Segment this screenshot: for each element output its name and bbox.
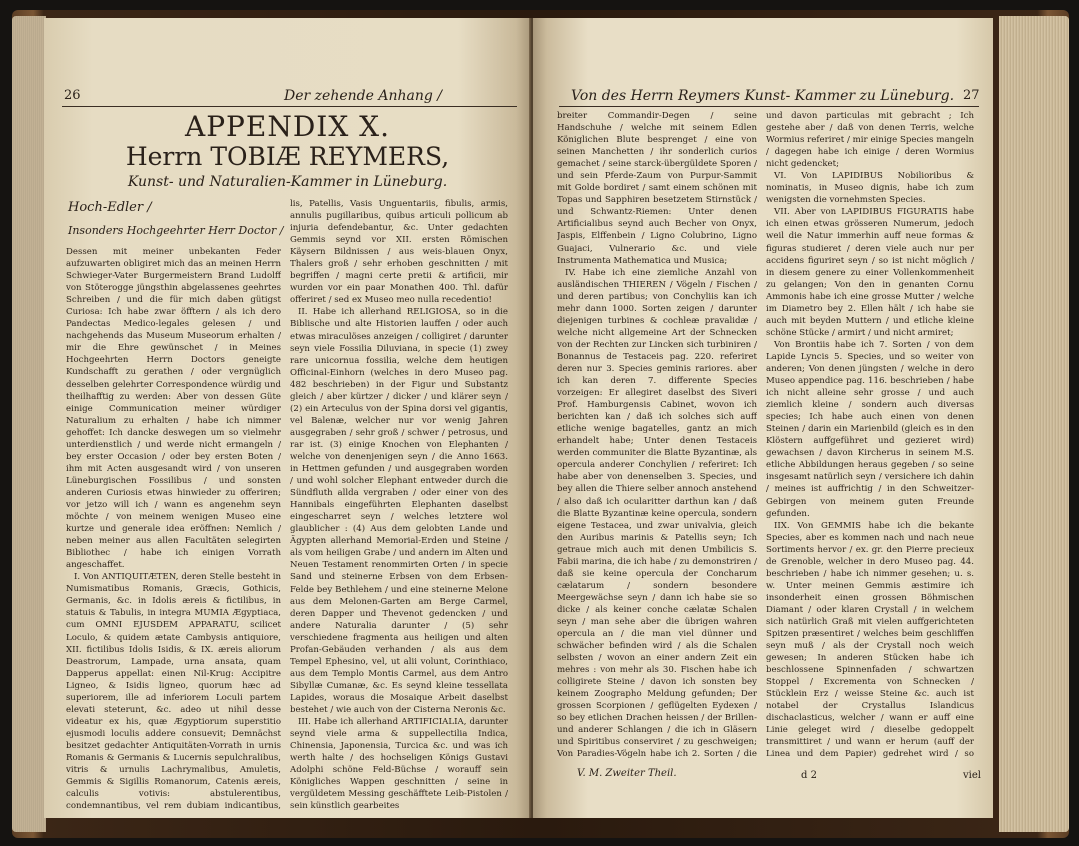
- left-page: [44, 18, 531, 818]
- appendix-title: APPENDIX X.: [184, 110, 391, 143]
- paragraph: I. Von ANTIQUITÆTEN, deren Stelle besteht in Numismatibus Romanis, Græcis, Gothicis, Germanis, &c. in Idolis æreis & fictilibus, in statuis & Tabulis, in integra MUMIA Ægyptiaca, cum OMNI EJUSDEM APPARATU, scilicet Loculo, & quidem ætate Cambysis antiquiore, XII. fictilibus Idolis Isidis, & IX. æreis aliorum Deastrorum, Lampade, urna ansata, quam Dapperus appellat: einen Nil-Krug: Accipitre Ligneo, & Isidis ligneo, quorum hæc ad superiorem, ille ad inferiorem Loculi partem elevati steterunt, &c. adeo ut nihil desse videatur ex his, quæ Ægyptiorum superstitio ejusmodi loculis addere consuevit; Demnächst besitzet gedachter Antiquitäten-Vorrath in urnis Romanis & Germanis & Lucernis sepulchralibus, vitris & urnulis Lachrymalibus, Amuletis, Gemmis & Sigillis Romanorum, Catenis æreis, calculis votivis: abstulerentibus, condemnantibus, vel rem dubiam indicantibus,: [66, 572, 281, 812]
- salutation-2: Insonders Hochgeehrter Herr Doctor /: [68, 224, 284, 237]
- left-column-2: [290, 198, 508, 812]
- book: [12, 10, 1069, 838]
- page-edges-right: [999, 16, 1069, 832]
- salutation: Hoch-Edler /: [68, 200, 152, 215]
- paragraph: lis, Patellis, Vasis Unguentariis, fibulis, armis, annulis pugillaribus, quibus articuli pollicum ab injuria defendebantur, &c. Unter gedachten Gemmis seynd vor XII. ersten Römischen Käysern Bildnissen / aus weis-blauen Onyx, Thalers groß / sehr erhoben geschnitten / mit begriffen / magni certe pretii & artificii, mir wurden vor ein paar Monathen 400. Thl. dafür offeriret / sed ex Museo meo nulla recedentio!: [290, 199, 508, 306]
- running-head: Von des Herrn Reymers Kunst- Kammer zu Lüneburg.: [571, 88, 955, 104]
- paragraph: IIX. Von GEMMIS habe ich die bekante Species, aber es kommen nach und nach neue Sortiments hervor / ex. gr. den Pierre precieux de Grenoble, welcher in dero Museo pag. 44. beschrieben / habe ich nimmer gesehen; u. s. w. Unter meinen Gemmis æstimire ich insonderheit einen grossen Böhmischen Diamant / oder klaren Crystall / in welchem sich natürlich Graß mit vielen auffgerichteten Spitzen præsentiret / welches beim geschliffen seyn muß / als der Crystall noch weich gewesen; In anderen Stücken habe ich beschlossene Spinnenfaden / schwartzen Stoppel / Excrementa von Schnecken / Stücklein Erz / weisse Steine &c. auch ist notabel der Crystallus Islandicus dischaclasticus, welcher / wann er auff eine Linie geleget wird / dieselbe gedoppelt transmittiret / und wann er herum (auff der Linea und dem Papier) gedrehet wird / so: [766, 520, 974, 760]
- right-page: [533, 18, 993, 818]
- paragraph: Dessen mit meiner unbekanten Feder aufzuwarten obligiret mich das an meinen Herrn Schwieger-Vater Burgermeistern Brand Ludolff von Stöterogge jüngsthin abgelassenes geehrtes Schreiben / und die für mich daben gütigst Curiosa: Ich habe zwar öfftern / als ich dero Pandectas Medico-legales gelesen / und nachgehends das Museum Museorum erhalten / mir die Ehre gewünschet / in Meines Hochgeehrten Herrn Doctors geneigte Kundschafft zu gerathen / oder vergnüglich desselben gelehrter Correspondence würdig und theilhafftig zu werden: Aber von dessen Güte einige Communication meiner würdiger Naturalium zu erhalten / habe ich nimmer gehoffet: Ich dancke deswegen um so vielmehr unterdienstlich / und werde nicht ermangeln / bey erster Occasion / oder bey ersten Boten / ihm mit Acten ausgesandt wird / von unseren Lüneburgischen Fossilibus / und sonsten anderen Curiosis etwas hinwieder zu offeriren; vor jetzo will ich / wann es angenehm seyn möchte / von meinem wenigen Museo eine kurtze und generale idea eröffnen: Nemlich / neben meiner aus allen Facultäten selegirten Bibliothec / habe ich einigen Vorrath angeschaffet.: [66, 247, 281, 571]
- page-edges-left: [12, 16, 46, 832]
- paragraph: II. Habe ich allerhand RELIGIOSA, so in die Biblische und alte Historien lauffen / oder auch etwas miraculöses anzeigen / colligiret / darunter seyn viele Fossilia Diluviana, in specie (1) zwey rare unicornua fossilia, welche dem heutigen Officinal-Einhorn (welches in dero Museo pag. 482 beschrieben) in der Figur und Substantz gleich / aber kürtzer / dicker / und klärer seyn / (2) ein Arteculus von der Spina dorsi vel gigantis, vel Balenæ, welcher nur vor wenig Jahren ausgegraben / sehr groß / schwer / petrosus, und rar ist. (3) einige Knochen von Elephanten / welche von denenjenigen seyn / die Anno 1663. in Hettmen gefunden / und ausgegraben worden / und wohl solcher Elephant entweder durch die Sündfluth allda vergraben / oder einer von des Hannibals eingeführten Elephanten daselbst eingescharret seyn / welches letztere wol glaublicher : (4) Aus dem gelobten Lande und Ägypten allerhand Memorial-Erden und Steine / als vom heiligen Grabe / und andern im Alten und Neuen Testament renommirten Orten / in specie Sand und steinerne Erbsen von dem Erbsen-Felde bey Bethlehem / und eine steinerne Melone aus dem Melonen-Garten am Berge Carmel, deren Dapper und Thevenot gedencken / und andere Naturalia darunter / (5) sehr verschiedene fragmenta aus heiligen und alten Profan-Gebäuden verhanden / als aus dem Tempel Ephesino, vel, ut alii volunt, Corinthiaco, aus dem Templo Montis Carmel, aus dem Antro Sibyllæ Cumanæ, &c. Es seynd kleine tessellata Lapides, woraus die Mosaique Arbeit daselbst bestehet / wie auch von der Cisterna Neronis &c.: [290, 307, 508, 715]
- paragraph: IV. Habe ich eine ziemliche Anzahl von ausländischen THIEREN / Vögeln / Fischen / und deren partibus; von Conchyliis kan ich mehr dann 1000. Sorten zeigen / darunter diejenigen turbines & cochleæ pravalidæ / welche nicht allgemeine Art der Schnecken von der Rechten zur Lincken sich turbiniren / Bonannus de Testaceis pag. 220. referiret deren nur 3. Species geminis rariores. aber ich kan deren 7. differente Species vorzeigen: Er allegiret daselbst des Siveri Prof. Hamburgensis Cabinet, wovon ich berichten kan / daß ich solches sich auff etliche wenige bagatelles, gantz an mich erhandelt habe; Unter denen Testaceis werden communiter die Blatte Byzantinæ, als opercula anderer Conchylien / referiret: Ich habe aber von denenselben 3. Species, und bey allen die Thiere selber annoch anstehend / also daß ich ocularitter darthun kan / daß die Blatte Byzantinæ keine opercula, sondern eigene Testacea, und zwar univalvia, gleich den Auribus marinis & Patellis seyn; Ich getraue mich auch mit denen Umbilicis S. Fabii marina, die ich habe / zu demonstriren / daß sie keine opercula der Concharum cælatarum / sondern besondere Meergewächse seyn / dann ich habe sie so dicke / als keiner conche cælatæ Schalen seyn / man sehe aber die übrigen wahren opercula an / die man viel dünner und schwächer befinden wird / als die Schalen selbsten / wovon an einer andern Zeit ein mehres : von mehr als 30. Fischen habe ich colligirete Steine / davon ich sonsten bey keinem Zoographo Meldung gefunden; Der grossen Scorpionen / geflügelten Eydexen / so bey etlichen Drachen heissen / der Brillen- und anderer Schlangen / die ich in Gläsern und Spiritibus conserviret / zu geschweigen; Von Paradies-Vögeln habe ich 2. Sorten / die: [557, 267, 757, 760]
- running-head: Der zehende Anhang /: [284, 88, 442, 104]
- paragraph: breiter Commandir-Degen / seine Handschuhe / welche mit seinem Edlen Königlichen Blute besprenget / eine von seinen Manchetten / ihr sonderlich curios gemachet / seine starck-übergüldete Sporen / und sein Pferde-Zaum von Purpur-Sammit mit Golde bordiret / samt einem schönen mit Topas und Sapphiren besetzetem Stirnstück / und Schwantz-Riemen: Unter denen Artificialibus seynd auch Becher von Onyx, Jaspis, Elffenbein / Ligno Colubrino, Ligno Guajaci, Vulnerario &c. und viele Instrumenta Mathematica und Musica;: [557, 111, 757, 266]
- appendix-subtitle-2: Kunst- und Naturalien-Kammer in Lüneburg.: [127, 174, 448, 190]
- paragraph: und davon particulas mit gebracht ; Ich gestehe aber / daß von denen Terris, welche Wormius referiret / mir einige Species mangeln / dagegen habe ich einige / deren Wormius nicht gedencket;: [766, 111, 974, 170]
- catchword: viel: [963, 770, 981, 781]
- paragraph: VI. Von LAPIDIBUS Nobilioribus & nominatis, in Museo dignis, habe ich zum wenigsten die vornehmsten Species.: [766, 171, 974, 206]
- paragraph: III. Habe ich allerhand ARTIFICIALIA, darunter seynd viele arma & suppellectilia Indica, Chinensia, Japonensia, Turcica &c. und was ich werth halte / des hochseligen Königs Gustavi Adolphi schöne Feld-Büchse / worauff sein Königliches Wappen geschnitten / seine in vergüldetem Messing geschäfftete Leib-Pistolen / sein künstlich gearbeites: [290, 717, 508, 812]
- footer-signature-line: V. M. Zweiter Theil.: [577, 768, 677, 779]
- appendix-subtitle: Herrn TOBIÆ REYMERS,: [125, 142, 450, 171]
- header-rule: [559, 106, 979, 107]
- page-number: 26: [64, 88, 81, 103]
- right-column-1: [557, 110, 757, 760]
- page-number: 27: [963, 88, 980, 103]
- left-column-1: [66, 246, 281, 812]
- paragraph: Von Brontiis habe ich 7. Sorten / von dem Lapide Lyncis 5. Species, und so weiter von anderen; Von denen jüngsten / welche in dero Museo appendice pag. 116. beschrieben / habe ich nicht alleine sehr grosse / und auch ziemlich kleine / sondern auch diversas species; Ich habe auch einen von denen Steinen / darin ein Marienbild (gleich es in den Klöstern auffgeführet und gezieret wird) gewachsen / davon Kircherus in seinem M.S. etliche Abbildungen heraus gegeben / so seine insgesamt natürlich seyn / versichere ich dahin / meines ist auffrichtig / in den Schweitzer-Gebirgen von meinem guten Freunde gefunden.: [766, 339, 974, 519]
- paragraph: VII. Aber von LAPIDIBUS FIGURATIS habe ich einen etwas grösseren Numerum, jedoch weil die Natur immerhin auff neue formas & figuras studieret / deren viele auch nur per accidens figuriret seyn / so ist nicht möglich / in diesem genere zu einer Vollenkommenheit zu gelangen; Von den in genanten Cornu Ammonis habe ich eine grosse Mutter / welche im Diametro bey 2. Ellen hält / ich habe sie auch mit beyden Muttern / und etliche kleine schöne Stücke / armirt / und nicht armiret;: [766, 207, 974, 338]
- header-rule: [62, 106, 517, 107]
- signature-mark: d 2: [801, 770, 817, 781]
- right-column-2: [766, 110, 974, 760]
